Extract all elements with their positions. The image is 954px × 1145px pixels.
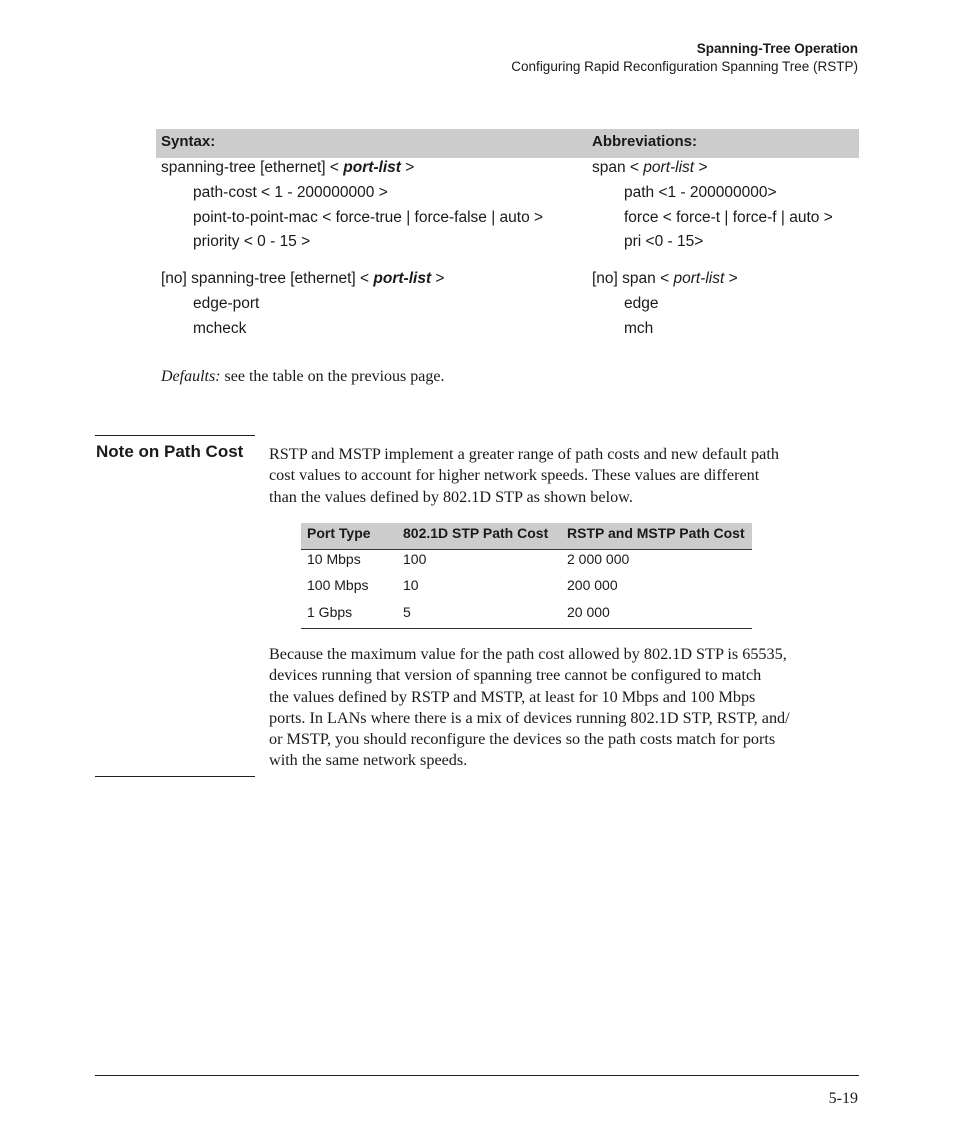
- abbrev-command-1-close: >: [698, 159, 708, 176]
- paragraph-line: than the values defined by 802.1D STP as shown below.: [269, 487, 633, 506]
- syntax-command-1-close: >: [405, 159, 415, 176]
- cell-rstp-mstp-cost: 2 000 000: [567, 551, 630, 567]
- abbrev-command-2-arg: port-list: [673, 270, 725, 287]
- note-body-paragraph: [269, 644, 861, 772]
- syntax-option-priority: priority < 0 - 15 >: [193, 233, 311, 250]
- abbreviations-column-heading: Abbreviations:: [592, 133, 698, 150]
- syntax-command-1-arg: port-list: [343, 159, 401, 176]
- syntax-command-1: [161, 159, 414, 177]
- note-bottom-rule: [95, 776, 255, 777]
- abbrev-command-2-close: >: [728, 270, 738, 287]
- defaults-text: see the table on the previous page.: [224, 368, 445, 385]
- abbrev-option-force: force < force-t | force-f | auto >: [624, 209, 833, 226]
- syntax-command-2-close: >: [435, 270, 445, 287]
- table-row: [301, 604, 752, 628]
- defaults-label: Defaults:: [161, 368, 221, 385]
- paragraph-line: devices running that version of spanning tree cannot be configured to match: [269, 666, 762, 685]
- running-header-subtitle: Configuring Rapid Reconfiguration Spanning Tree (RSTP): [511, 59, 858, 74]
- syntax-column-heading: Syntax:: [161, 133, 216, 150]
- syntax-table-header: [156, 129, 859, 158]
- abbrev-option-path: path <1 - 200000000>: [624, 184, 777, 201]
- abbrev-command-1: [592, 159, 708, 177]
- defaults-note: [161, 368, 444, 386]
- table-row: [301, 577, 752, 603]
- cell-8021d-cost: 5: [403, 604, 411, 620]
- path-cost-table-header: [301, 523, 752, 549]
- cell-8021d-cost: 100: [403, 551, 427, 567]
- footer-rule: [95, 1075, 859, 1076]
- abbrev-command-1-arg: port-list: [643, 159, 695, 176]
- abbrev-command-2-text: [no] span <: [592, 270, 670, 287]
- table-row: [301, 551, 752, 577]
- paragraph-line: cost values to account for higher network speeds. These values are different: [269, 466, 760, 485]
- abbrev-option-mch: mch: [624, 320, 654, 337]
- column-header-rstp-mstp-cost: RSTP and MSTP Path Cost: [567, 525, 745, 541]
- paragraph-line: Because the maximum value for the path cost allowed by 802.1D STP is 65535,: [269, 645, 787, 663]
- syntax-option-edge-port: edge-port: [193, 295, 260, 312]
- paragraph-line: RSTP and MSTP implement a greater range of path costs and new default path: [269, 445, 779, 463]
- paragraph-line: with the same network speeds.: [269, 751, 468, 770]
- syntax-command-2-arg: port-list: [373, 270, 432, 287]
- note-top-rule: [95, 435, 255, 436]
- page-number: 5-19: [828, 1090, 858, 1107]
- abbrev-option-edge: edge: [624, 295, 659, 312]
- note-intro-paragraph: [269, 444, 861, 508]
- cell-rstp-mstp-cost: 20 000: [567, 604, 610, 620]
- paragraph-line: or MSTP, you should reconfigure the devices so the path costs match for ports: [269, 730, 776, 749]
- syntax-option-mcheck: mcheck: [193, 320, 247, 337]
- paragraph-line: ports. In LANs where there is a mix of devices running 802.1D STP, RSTP, and/: [269, 708, 790, 727]
- column-header-8021d-cost: 802.1D STP Path Cost: [403, 525, 549, 541]
- running-header-title: Spanning-Tree Operation: [696, 41, 858, 56]
- table-header-rule: [301, 549, 752, 550]
- note-heading: Note on Path Cost: [96, 442, 244, 461]
- abbrev-option-pri: pri <0 - 15>: [624, 233, 704, 250]
- syntax-command-1-text: spanning-tree [ethernet] <: [161, 159, 339, 176]
- abbrev-command-2: [592, 270, 738, 288]
- paragraph-line: the values defined by RSTP and MSTP, at least for 10 Mbps and 100 Mbps: [269, 687, 756, 706]
- syntax-option-path-cost: path-cost < 1 - 200000000 >: [193, 184, 388, 201]
- syntax-command-2: [161, 270, 444, 288]
- syntax-command-2-text: [no] spanning-tree [ethernet] <: [161, 270, 370, 287]
- syntax-option-point-to-point-mac: point-to-point-mac < force-true | force-false | auto >: [193, 209, 544, 226]
- cell-8021d-cost: 10: [403, 577, 419, 593]
- cell-port-type: 10 Mbps: [307, 551, 361, 567]
- cell-port-type: 100 Mbps: [307, 577, 369, 593]
- cell-port-type: 1 Gbps: [307, 604, 353, 620]
- column-header-port-type: Port Type: [307, 525, 371, 541]
- table-bottom-rule: [301, 628, 752, 629]
- cell-rstp-mstp-cost: 200 000: [567, 577, 618, 593]
- abbrev-command-1-text: span <: [592, 159, 639, 176]
